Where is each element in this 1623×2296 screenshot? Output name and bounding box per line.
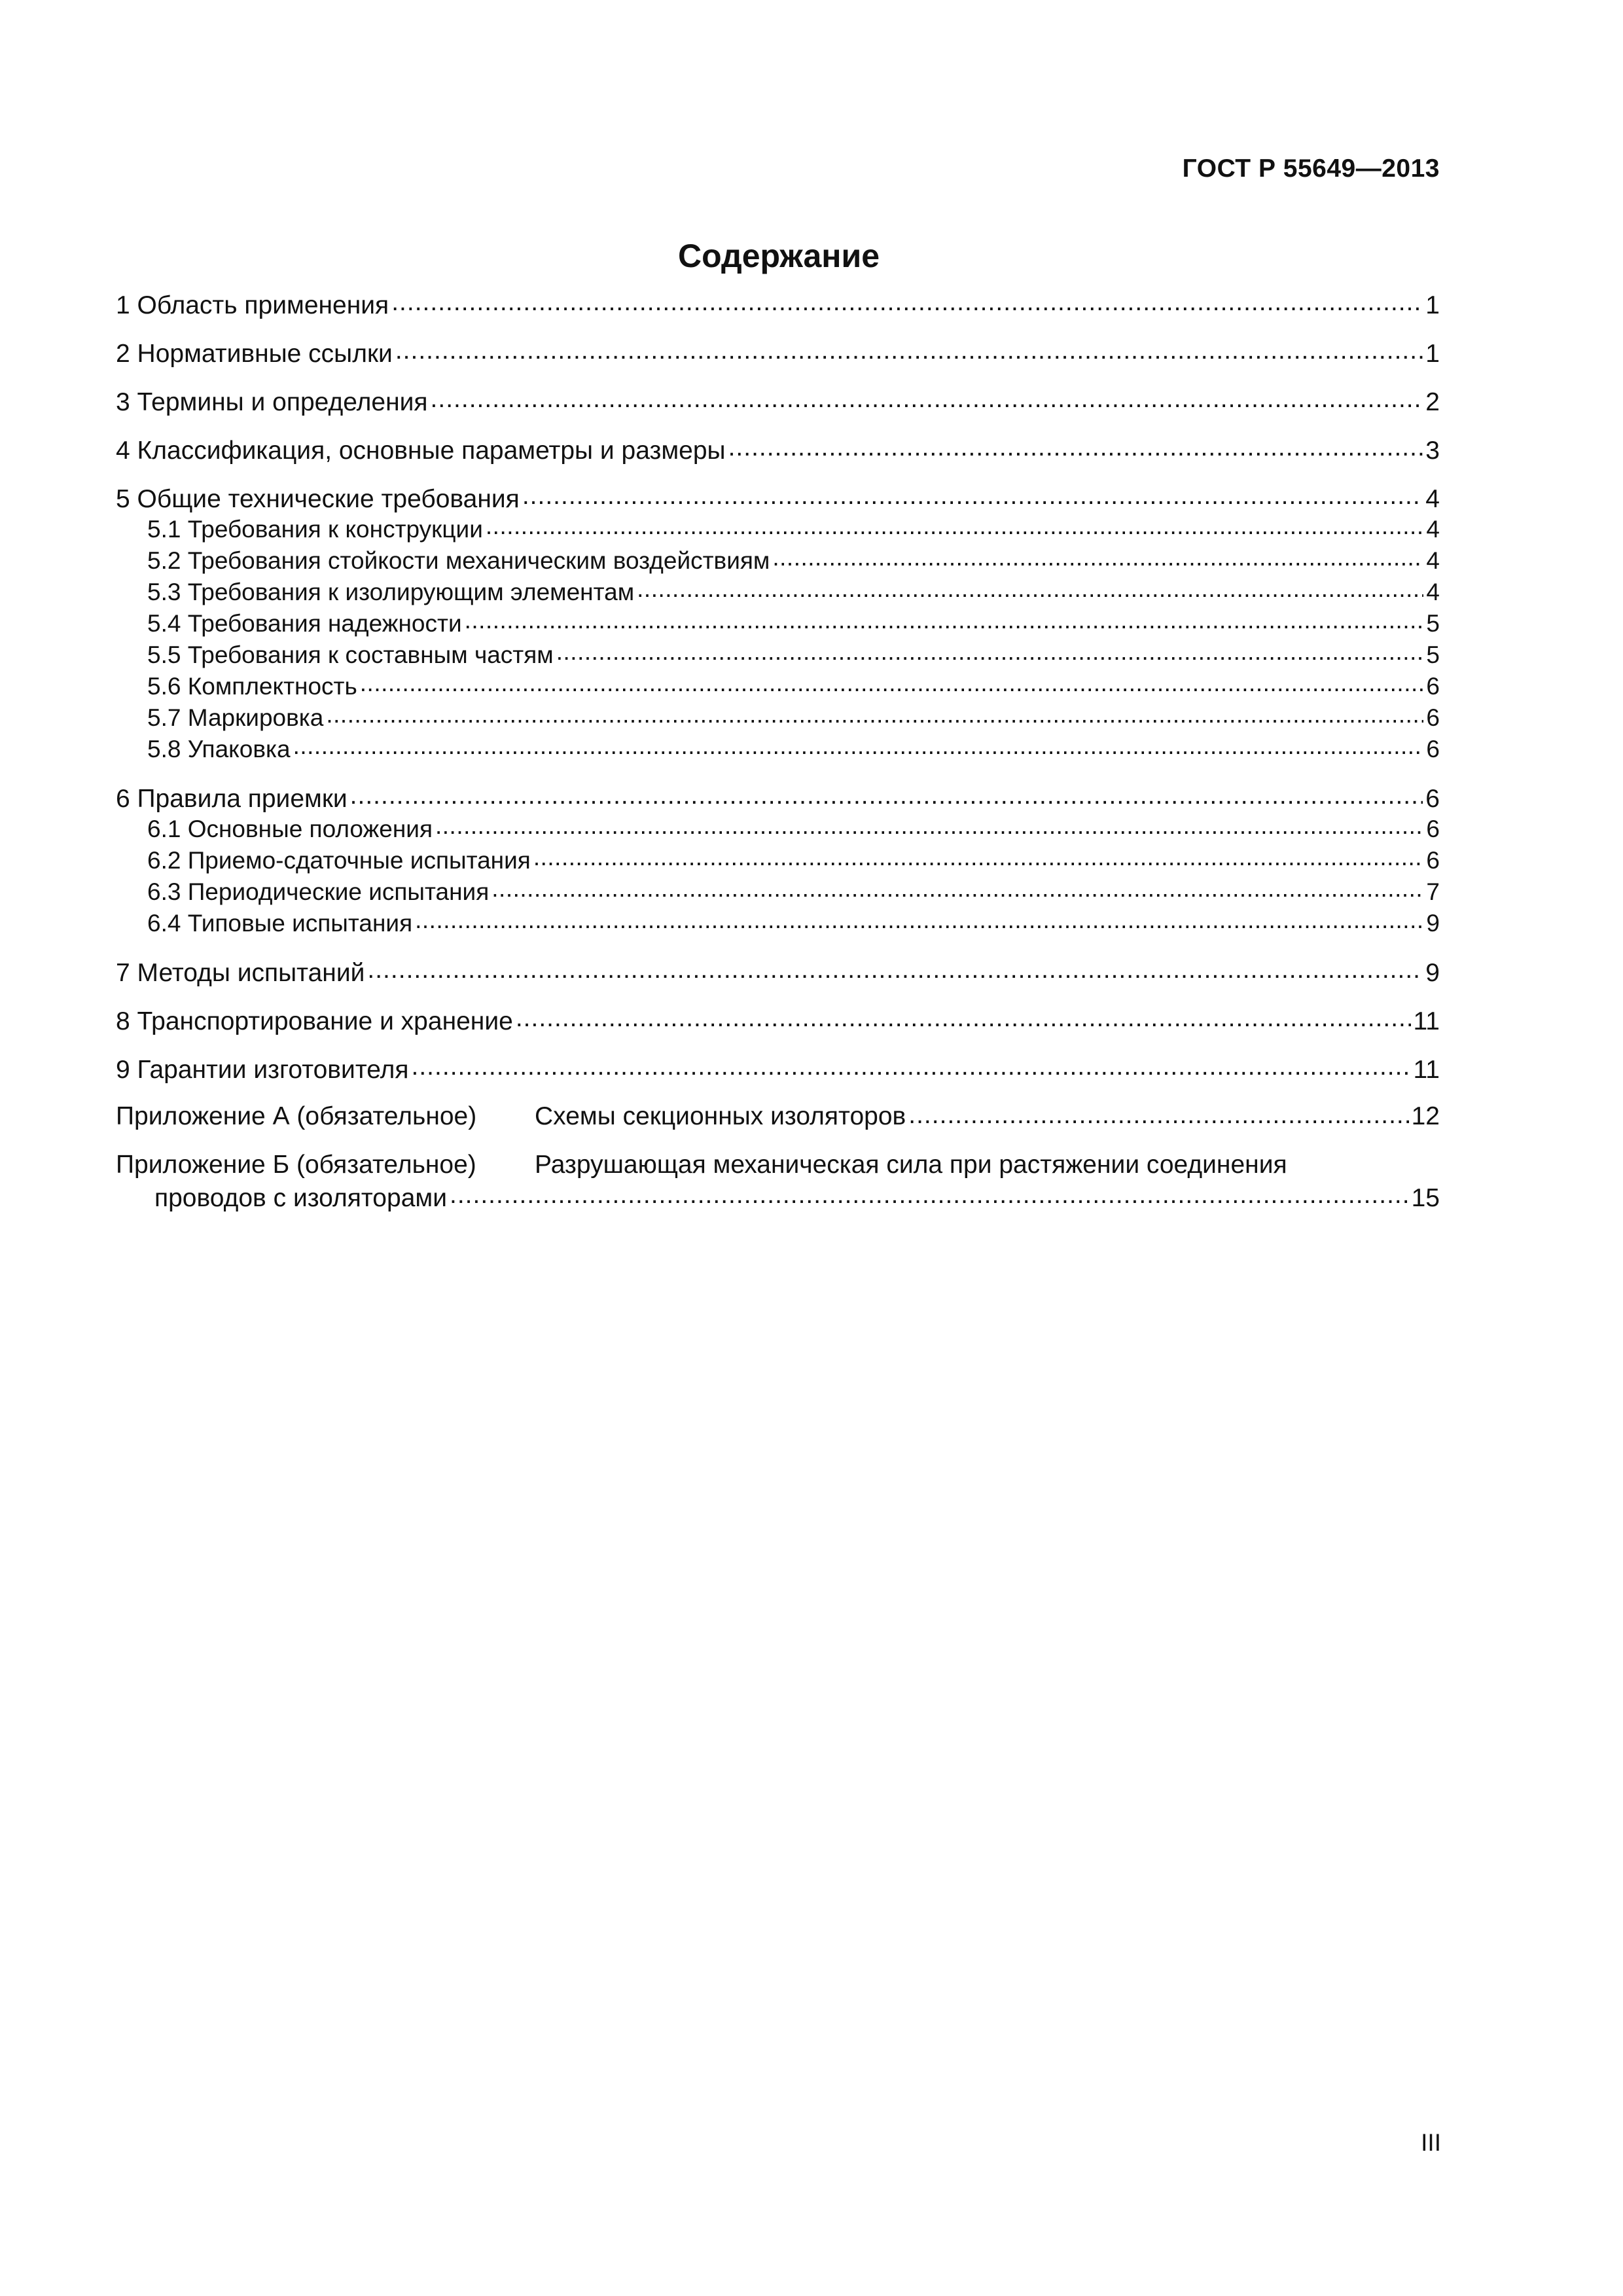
toc-section[interactable] <box>116 482 1440 513</box>
dot-leader <box>556 639 1424 663</box>
toc-entry-label: 6.1 Основные положения <box>147 816 433 842</box>
toc-section-group <box>116 385 1440 416</box>
dot-leader <box>350 781 1423 807</box>
dot-leader <box>395 336 1423 362</box>
dot-leader <box>391 288 1423 314</box>
toc-section[interactable] <box>116 781 1440 813</box>
toc-section[interactable] <box>116 336 1440 368</box>
toc-section-group <box>116 1004 1440 1035</box>
toc-entry-page: 6 <box>1425 785 1440 813</box>
toc-entry-label: 6.2 Приемо-сдаточные испытания <box>147 847 531 874</box>
page-number: III <box>1421 2129 1441 2156</box>
appendix-page: 15 <box>1411 1184 1440 1212</box>
toc-entry-label: 5.1 Требования к конструкции <box>147 516 483 543</box>
dot-leader <box>450 1181 1409 1206</box>
toc-section-group <box>116 781 1440 939</box>
toc-entry-label: 2 Нормативные ссылки <box>116 340 393 368</box>
appendix-heading-line <box>116 1149 1440 1181</box>
dot-leader <box>326 702 1423 726</box>
toc-section[interactable] <box>116 956 1440 987</box>
toc-entry-page: 4 <box>1426 547 1440 574</box>
toc-title: Содержание <box>677 238 880 274</box>
toc-section-group <box>116 482 1440 764</box>
appendix-title: Разрушающая механическая сила при растяжении соединения <box>535 1151 1287 1179</box>
toc-entry-page: 4 <box>1425 485 1440 513</box>
dot-leader <box>486 513 1424 537</box>
toc-entry-page: 11 <box>1413 1007 1440 1035</box>
toc-section[interactable] <box>116 1004 1440 1035</box>
toc-section-group <box>116 1052 1440 1084</box>
toc-section[interactable] <box>116 1052 1440 1084</box>
toc-entry-label: 6 Правила приемки <box>116 785 348 813</box>
toc-entry-label: 1 Область применения <box>116 291 389 319</box>
toc-subsection[interactable] <box>116 813 1440 844</box>
toc-subsection[interactable] <box>116 876 1440 907</box>
toc-subsection[interactable] <box>116 639 1440 670</box>
toc-section-group <box>116 956 1440 987</box>
toc-section-group <box>116 288 1440 319</box>
toc-subsection[interactable] <box>116 576 1440 607</box>
table-of-contents <box>116 288 1440 1229</box>
toc-section[interactable] <box>116 288 1440 319</box>
appendix-title-continuation: проводов с изоляторами <box>154 1184 447 1212</box>
toc-entry-label: 4 Классификация, основные параметры и размеры <box>116 437 726 465</box>
dot-leader <box>637 576 1423 600</box>
appendix-name: Приложение А (обязательное) <box>116 1102 477 1130</box>
dot-leader <box>435 813 1423 837</box>
toc-entry-page: 9 <box>1426 910 1440 937</box>
appendix-continuation-line <box>116 1181 1440 1212</box>
toc-subsection[interactable] <box>116 670 1440 702</box>
appendix-heading-line <box>116 1101 1440 1132</box>
toc-entry-page: 6 <box>1426 736 1440 762</box>
dot-leader <box>772 545 1423 569</box>
appendix-title: Схемы секционных изоляторов <box>535 1102 906 1130</box>
dot-leader <box>412 1052 1411 1078</box>
dot-leader <box>728 433 1423 459</box>
toc-section-group <box>116 433 1440 465</box>
dot-leader <box>908 1101 1408 1126</box>
toc-appendix[interactable] <box>116 1149 1440 1212</box>
toc-entry-label: 5.2 Требования стойкости механическим воздействиям <box>147 547 770 574</box>
toc-entry-page: 2 <box>1425 388 1440 416</box>
dot-leader <box>293 733 1424 757</box>
toc-appendix[interactable] <box>116 1101 1440 1132</box>
toc-section[interactable] <box>116 433 1440 465</box>
dot-leader <box>367 956 1423 981</box>
toc-entry-label: 8 Транспортирование и хранение <box>116 1007 513 1035</box>
toc-entry-label: 3 Термины и определения <box>116 388 428 416</box>
toc-entry-label: 7 Методы испытаний <box>116 959 365 987</box>
toc-entry-label: 6.4 Типовые испытания <box>147 910 413 937</box>
dot-leader <box>360 670 1424 694</box>
toc-entry-label: 6.3 Периодические испытания <box>147 878 490 905</box>
toc-entry-page: 3 <box>1425 437 1440 465</box>
toc-entry-label: 5.5 Требования к составным частям <box>147 641 554 668</box>
toc-entry-page: 4 <box>1426 516 1440 543</box>
toc-entry-label: 5.4 Требования надежности <box>147 610 462 637</box>
toc-entry-label: 5.3 Требования к изолирующим элементам <box>147 579 635 605</box>
appendix-name: Приложение Б (обязательное) <box>116 1151 476 1179</box>
toc-entry-page: 5 <box>1426 641 1440 668</box>
toc-subsection[interactable] <box>116 545 1440 576</box>
appendix-page: 12 <box>1411 1102 1440 1130</box>
dot-leader <box>465 607 1424 632</box>
toc-subsection[interactable] <box>116 607 1440 639</box>
toc-entry-page: 6 <box>1426 704 1440 731</box>
toc-entry-page: 1 <box>1425 340 1440 368</box>
toc-entry-page: 9 <box>1425 959 1440 987</box>
toc-entry-label: 5.6 Комплектность <box>147 673 357 700</box>
toc-entry-label: 5 Общие технические требования <box>116 485 520 513</box>
toc-entry-page: 6 <box>1426 673 1440 700</box>
toc-subsection[interactable] <box>116 513 1440 545</box>
toc-entry-page: 6 <box>1426 816 1440 842</box>
toc-entry-page: 11 <box>1413 1056 1440 1084</box>
toc-entry-label: 5.8 Упаковка <box>147 736 291 762</box>
toc-entry-label: 5.7 Маркировка <box>147 704 324 731</box>
toc-subsection[interactable] <box>116 702 1440 733</box>
toc-entry-page: 4 <box>1426 579 1440 605</box>
dot-leader <box>415 907 1423 931</box>
dot-leader <box>516 1004 1411 1030</box>
dot-leader <box>431 385 1423 410</box>
dot-leader <box>491 876 1423 900</box>
dot-leader <box>522 482 1423 507</box>
toc-section-group <box>116 336 1440 368</box>
dot-leader <box>533 844 1424 869</box>
toc-subsection[interactable] <box>116 844 1440 876</box>
toc-subsection[interactable] <box>116 907 1440 939</box>
document-code: ГОСТ Р 55649—2013 <box>1182 154 1440 183</box>
toc-entry-page: 7 <box>1426 878 1440 905</box>
toc-entry-page: 1 <box>1425 291 1440 319</box>
toc-section[interactable] <box>116 385 1440 416</box>
toc-entry-page: 6 <box>1426 847 1440 874</box>
toc-entry-page: 5 <box>1426 610 1440 637</box>
toc-entry-label: 9 Гарантии изготовителя <box>116 1056 409 1084</box>
toc-subsection[interactable] <box>116 733 1440 764</box>
